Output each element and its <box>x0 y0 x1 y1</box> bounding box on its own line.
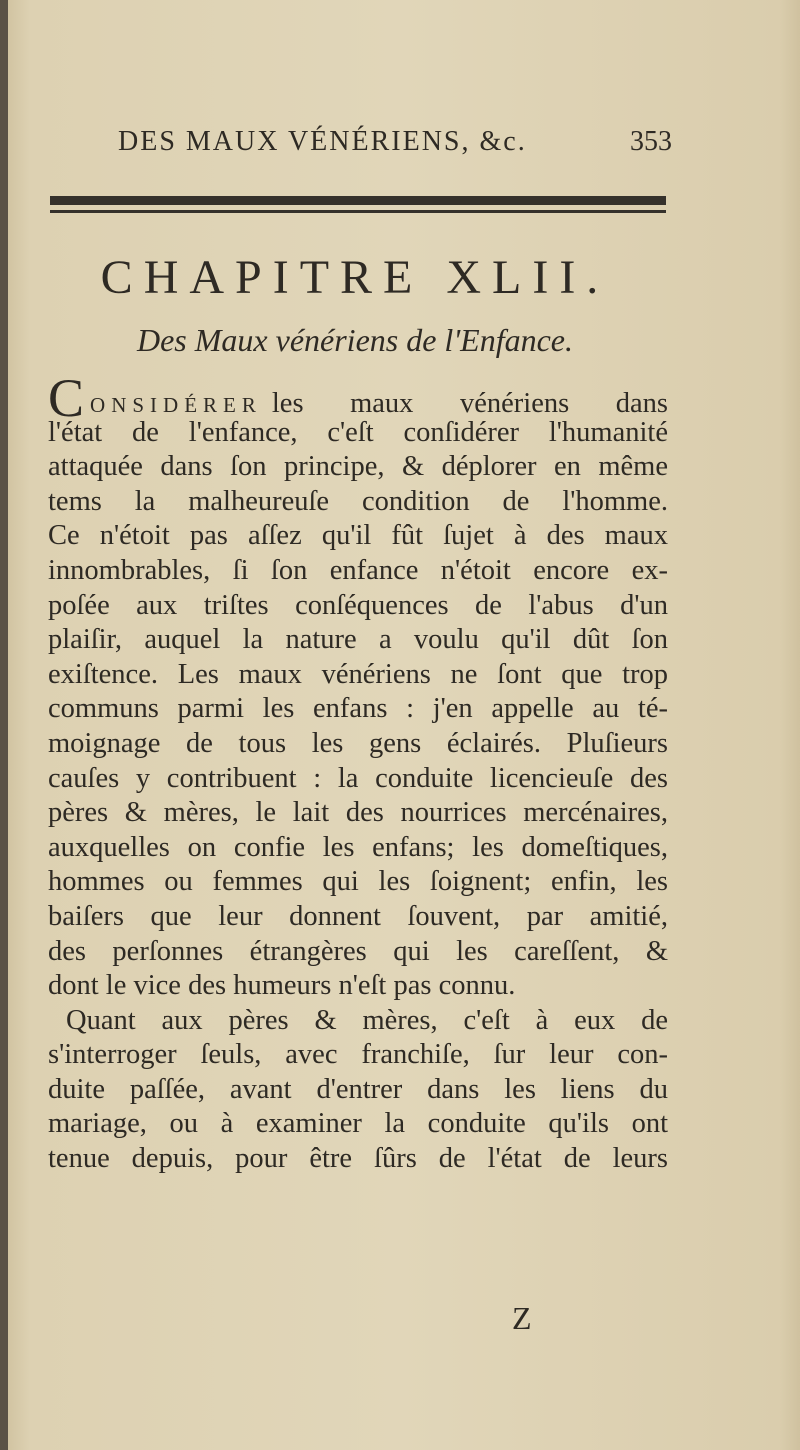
chapter-title: CHAPITRE XLII. <box>100 251 610 304</box>
text-line: attaquée dans ſon principe, & déplorer en même <box>48 451 668 483</box>
running-head-title: DES MAUX VÉNÉRIENS, &c. <box>118 126 527 157</box>
text-line: duite paſſée, avant d'entrer dans les liens du <box>48 1073 668 1105</box>
text-line: dont le vice des humeurs n'eſt pas connu. <box>48 970 516 1002</box>
text-line: Quant aux pères & mères, c'eſt à eux de <box>66 1004 668 1036</box>
text-line: des perſonnes étrangères qui les careſſent, & <box>48 935 668 967</box>
text-line <box>48 368 668 428</box>
text-line: hommes ou femmes qui les ſoignent; enfin, les <box>48 866 668 898</box>
body-text <box>48 368 668 1177</box>
text-line: cauſes y contribuent : la conduite licencieuſe des <box>48 762 668 794</box>
page-binding-edge <box>0 0 8 1450</box>
signature-mark: Z <box>512 1300 532 1336</box>
text-line: poſée aux triſtes conſéquences de l'abus d'un <box>48 589 668 621</box>
text-line: baiſers que leur donnent ſouvent, par amitié, <box>48 900 668 932</box>
page-number: 353 <box>630 126 672 157</box>
header-rule-thick <box>50 196 666 205</box>
text-line: mariage, ou à examiner la conduite qu'ils ont <box>48 1108 668 1140</box>
text-line: tenue depuis, pour être ſûrs de l'état de leurs <box>48 1143 668 1175</box>
text-line: s'interroger ſeuls, avec franchiſe, ſur leur con- <box>48 1039 668 1071</box>
small-caps-word: ONSIDÉRER <box>90 393 262 417</box>
text-line: Ce n'étoit pas aſſez qu'il fût ſujet à des maux <box>48 520 668 552</box>
text-line: pères & mères, le lait des nourrices mercénaires, <box>48 797 668 829</box>
text-line: plaiſir, auquel la nature a voulu qu'il dût ſon <box>48 624 668 656</box>
text-line: tems la malheureuſe condition de l'homme. <box>48 485 668 517</box>
text-line: l'état de l'enfance, c'eſt conſidérer l'humanité <box>48 416 668 448</box>
line-text: les maux vénériens dans <box>271 388 668 419</box>
text-line: auxquelles on confie les enfans; les domeſtiques, <box>48 831 668 863</box>
chapter-subtitle: Des Maux vénériens de l'Enfance. <box>136 322 573 358</box>
text-line: exiſtence. Les maux vénériens ne ſont que trop <box>48 658 668 690</box>
running-head <box>0 126 800 166</box>
text-line: moignage de tous les gens éclairés. Pluſieurs <box>48 727 668 759</box>
text-line: communs parmi les enfans : j'en appelle au té- <box>48 693 668 725</box>
drop-cap: C <box>48 368 85 428</box>
header-rule-thin <box>50 210 666 213</box>
text-line: innombrables, ſi ſon enfance n'étoit encore ex- <box>48 554 668 586</box>
